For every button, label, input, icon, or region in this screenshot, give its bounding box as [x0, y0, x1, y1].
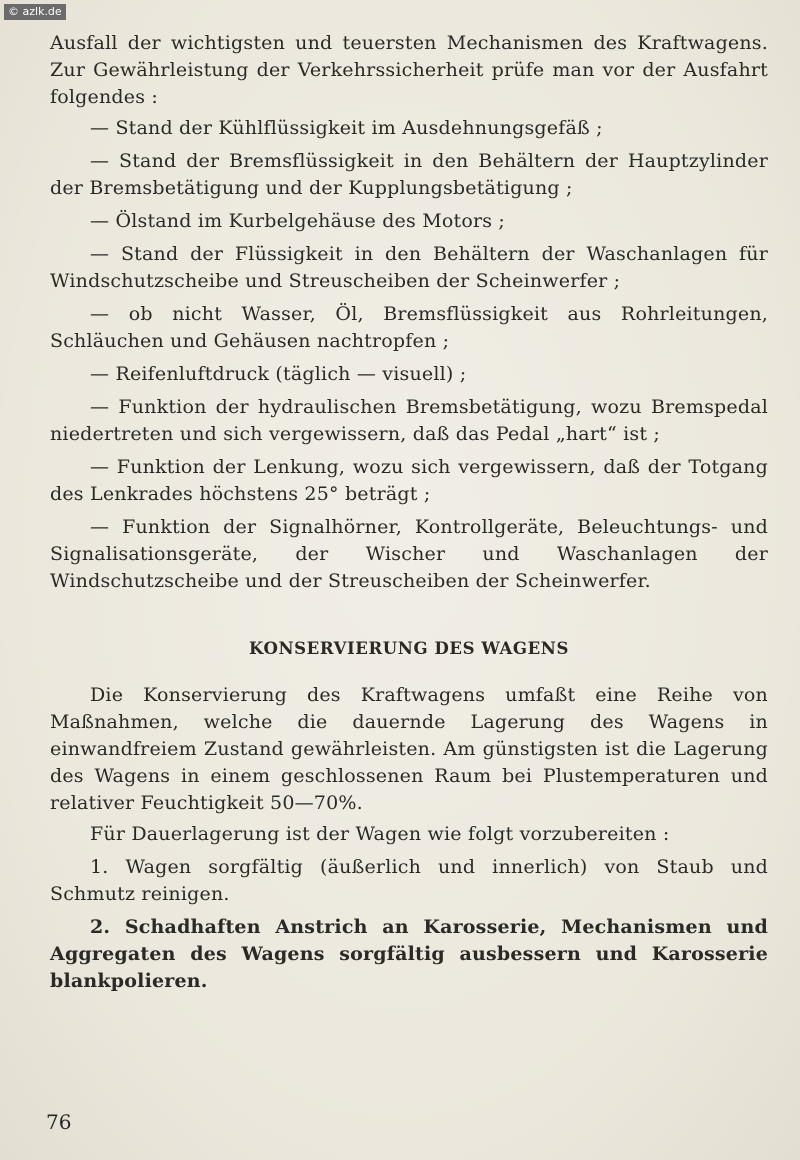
watermark: © azlk.de [4, 4, 66, 20]
section-paragraph: 1. Wagen sorgfältig (äußerlich und innerlich) von Staub und Schmutz reinigen. [50, 856, 768, 905]
section-heading: KONSERVIERUNG DES WAGENS [249, 639, 569, 658]
checklist-item: — Funktion der Signalhörner, Kontrollgeräte, Beleuchtungs- und Signalisationsgeräte, der Wischer und Waschanlagen der Windschutzscheibe und der Streuscheiben der Scheinwerfer. [50, 516, 768, 592]
checklist-item: — Stand der Flüssigkeit in den Behältern der Waschanlagen für Windschutzscheibe und Streuscheiben der Scheinwerfer ; [50, 243, 768, 292]
checklist-item: — Funktion der Lenkung, wozu sich vergewissern, daß der Totgang des Lenkrades höchstens 25° beträgt ; [50, 456, 768, 505]
section-paragraph: 2. Schadhaften Anstrich an Karosserie, Mechanismen und Aggregaten des Wagens sorgfältig ausbessern und Karosserie blankpolieren. [50, 916, 768, 992]
page-body [50, 30, 768, 995]
checklist-item: — Funktion der hydraulischen Bremsbetätigung, wozu Bremspedal niedertreten und sich vergewissern, daß das Pedal „hart“ ist ; [50, 396, 768, 445]
page-number: 76 [46, 1110, 72, 1134]
checklist-item: — Stand der Bremsflüssigkeit in den Behältern der Hauptzylinder der Bremsbetätigung und der Kupplungsbetätigung ; [50, 150, 768, 199]
checklist-item: — Stand der Kühlflüssigkeit im Ausdehnungsgefäß ; [90, 117, 603, 139]
intro-paragraph: Ausfall der wichtigsten und teuersten Mechanismen des Kraftwagens. Zur Gewährleistung der Verkehrssicherheit prüfe man vor der Ausfahrt folgendes : [50, 32, 768, 108]
checklist-item: — Reifenluftdruck (täglich — visuell) ; [90, 363, 467, 385]
section-paragraph: Die Konservierung des Kraftwagens umfaßt eine Reihe von Maßnahmen, welche die dauernde Lagerung des Wagens in einwandfreiem Zustand gewährleisten. Am günstigsten ist die Lagerung des Wagens in einem geschlossenen Raum bei Plustemperaturen und relativer Feuchtigkeit 50—70%. [50, 684, 768, 814]
checklist-item: — ob nicht Wasser, Öl, Bremsflüssigkeit aus Rohrleitungen, Schläuchen und Gehäusen nachtropfen ; [50, 303, 768, 352]
section-paragraph: Für Dauerlagerung ist der Wagen wie folgt vorzubereiten : [90, 823, 670, 845]
checklist-item: — Ölstand im Kurbelgehäuse des Motors ; [90, 210, 506, 232]
